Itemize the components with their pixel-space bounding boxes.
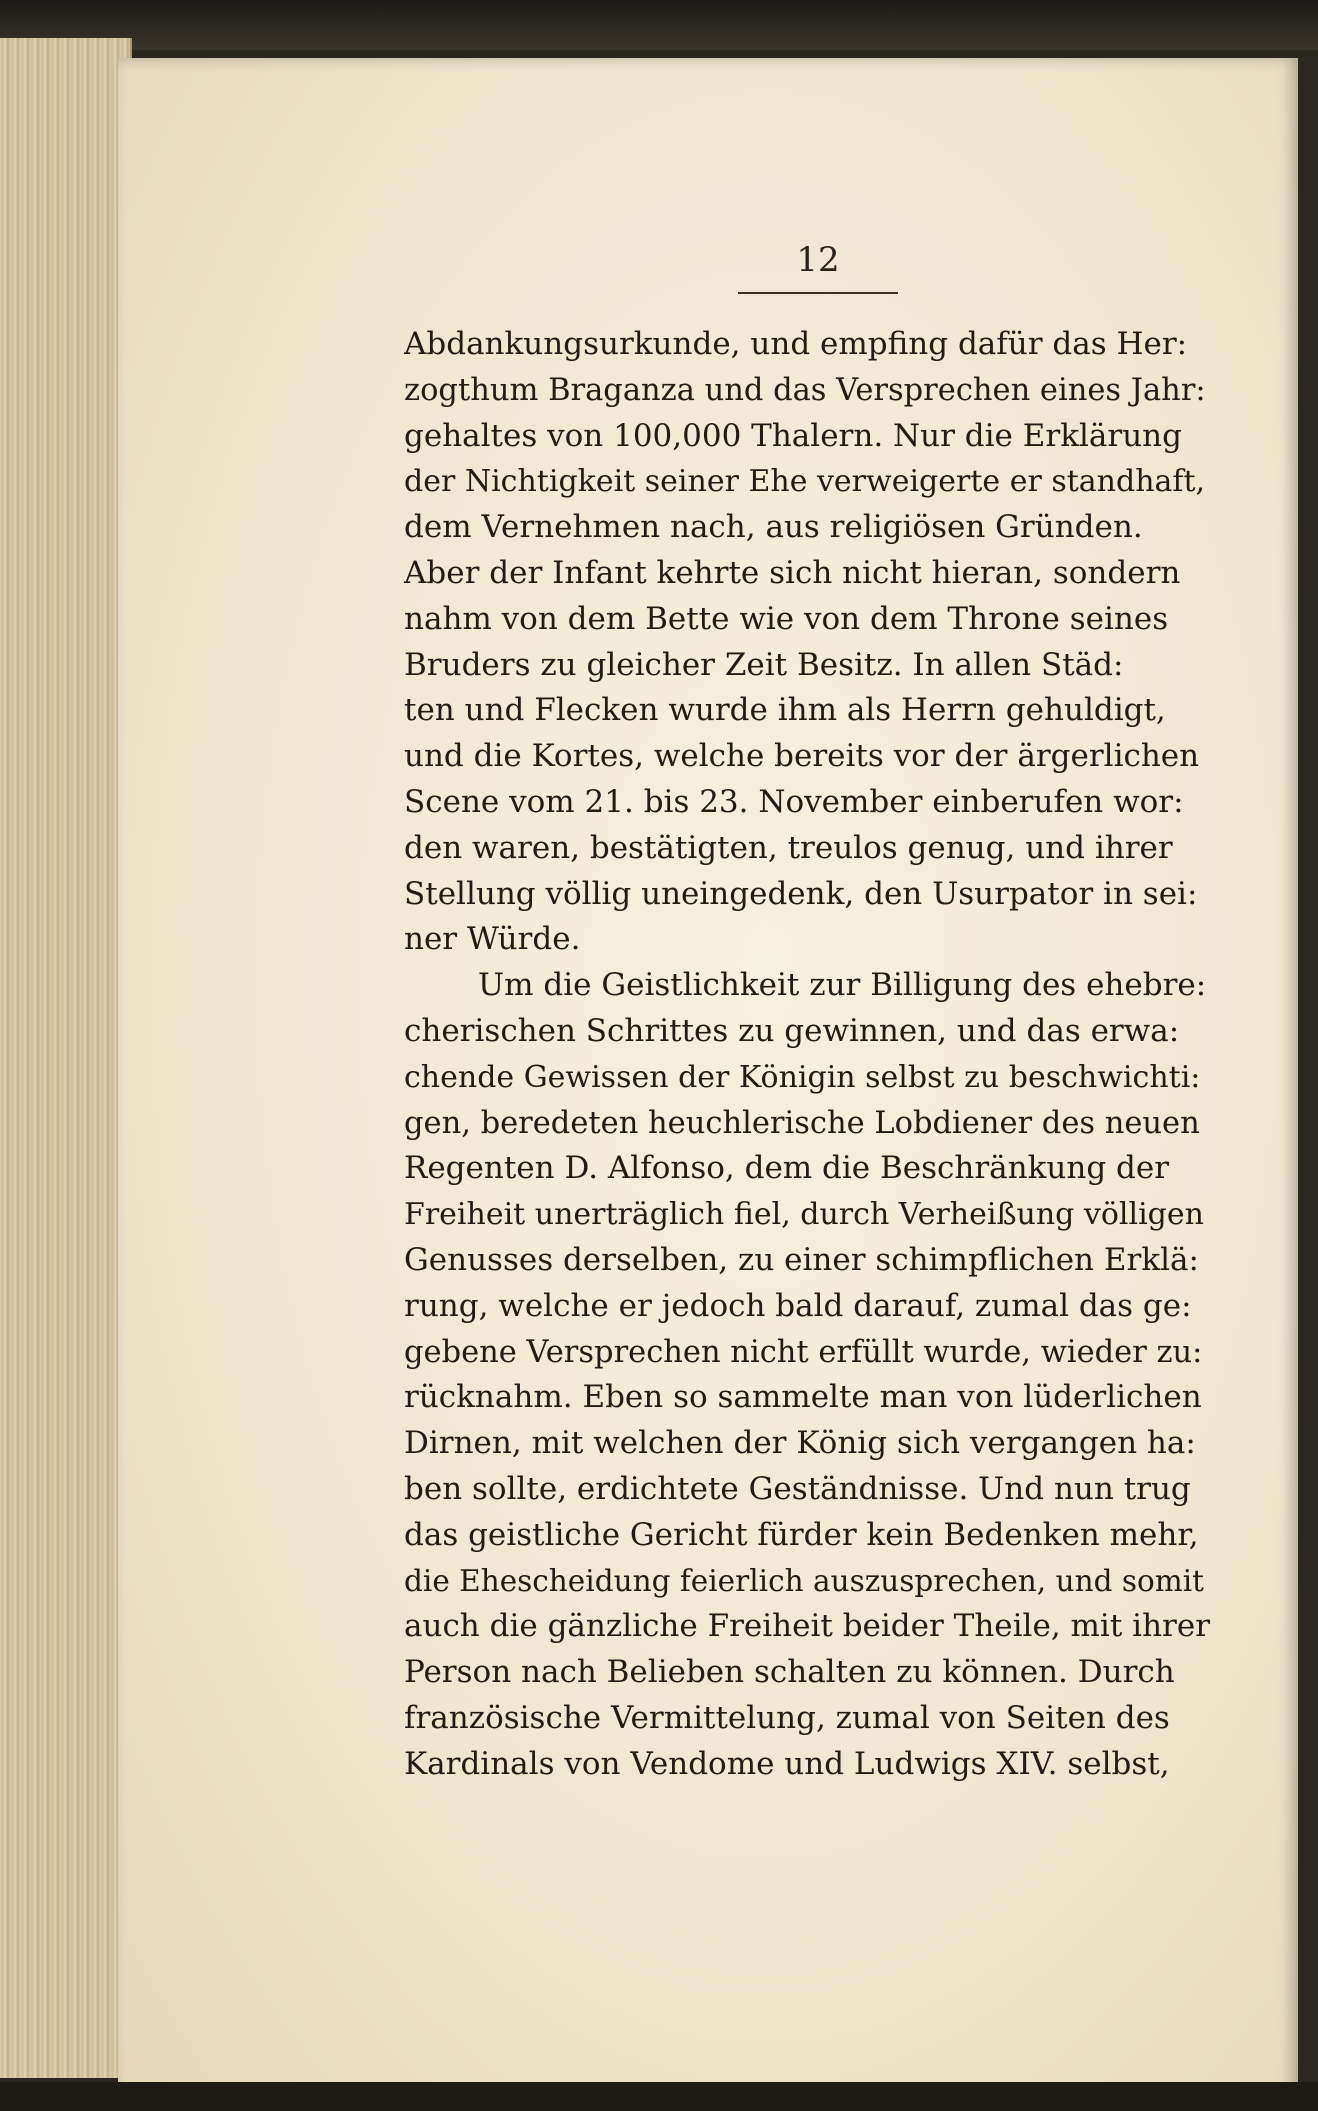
text-line: Scene vom 21. bis 23. November einberufen wor: <box>404 783 1184 820</box>
text-line: Abdankungsurkunde, und empfing dafür das Her: <box>404 326 1188 362</box>
text-line: chende Gewissen der Königin selbst zu beschwichti: <box>404 1059 1201 1095</box>
text-line: rücknahm. Eben so sammelte man von lüderlichen <box>404 1379 1202 1416</box>
text-line: zogthum Braganza und das Versprechen eines Jahr: <box>404 372 1206 408</box>
text-line: französische Vermittelung, zumal von Seiten des <box>404 1699 1170 1736</box>
text-line: gen, beredeten heuchlerische Lobdiener des neuen <box>404 1105 1200 1141</box>
text-line: dem Vernehmen nach, aus religiösen Gründen. <box>404 509 1143 546</box>
text-line: Regenten D. Alfonso, dem die Beschränkung der <box>404 1150 1170 1187</box>
paragraph-start-line: Um die Geistlichkeit zur Billigung des ehebre: <box>478 967 1207 1004</box>
text-line: und die Kortes, welche bereits vor der ärgerlichen <box>404 738 1200 775</box>
text-line: die Ehescheidung feierlich auszusprechen, und somit <box>404 1563 1204 1598</box>
page-number: 12 <box>796 240 840 280</box>
page-stack-edge <box>0 38 132 2078</box>
text-line: ten und Flecken wurde ihm als Herrn gehuldigt, <box>404 692 1166 729</box>
text-line: der Nichtigkeit seiner Ehe verweigerte er standhaft, <box>404 464 1206 500</box>
text-line: Bruders zu gleicher Zeit Besitz. In allen Städ: <box>404 646 1124 683</box>
text-line: ben sollte, erdichtete Geständnisse. Und nun trug <box>404 1470 1191 1507</box>
body-text <box>404 322 1212 1788</box>
text-line: Genusses derselben, zu einer schimpflichen Erklä: <box>404 1241 1199 1278</box>
text-line: gehaltes von 100,000 Thalern. Nur die Erklärung <box>404 417 1182 454</box>
text-line: rung, welche er jedoch bald darauf, zumal das ge: <box>404 1287 1192 1324</box>
text-line: Freiheit unerträglich fiel, durch Verheißung völligen <box>404 1197 1204 1233</box>
text-line: ner Würde. <box>404 921 581 958</box>
text-line: nahm von dem Bette wie von dem Throne seines <box>404 600 1169 637</box>
page-number-rule <box>738 292 898 294</box>
scan-bottom-edge <box>0 2082 1318 2111</box>
text-line: Stellung völlig uneingedenk, den Usurpator in sei: <box>404 875 1198 912</box>
text-line: das geistliche Gericht fürder kein Bedenken mehr, <box>404 1516 1199 1553</box>
text-line: cherischen Schrittes zu gewinnen, und das erwa: <box>404 1012 1180 1049</box>
text-line: gebene Versprechen nicht erfüllt wurde, wieder zu: <box>404 1334 1203 1370</box>
text-line: Dirnen, mit welchen der König sich vergangen ha: <box>404 1425 1196 1462</box>
text-line: Kardinals von Vendome und Ludwigs XIV. selbst, <box>404 1745 1170 1782</box>
text-line: Person nach Belieben schalten zu können. Durch <box>404 1654 1175 1691</box>
text-line: auch die gänzliche Freiheit beider Theile, mit ihrer <box>404 1608 1211 1645</box>
text-line: Aber der Infant kehrte sich nicht hieran, sondern <box>404 554 1181 591</box>
scan-top-edge <box>0 0 1318 50</box>
text-line: den waren, bestätigten, treulos genug, und ihrer <box>404 829 1173 866</box>
